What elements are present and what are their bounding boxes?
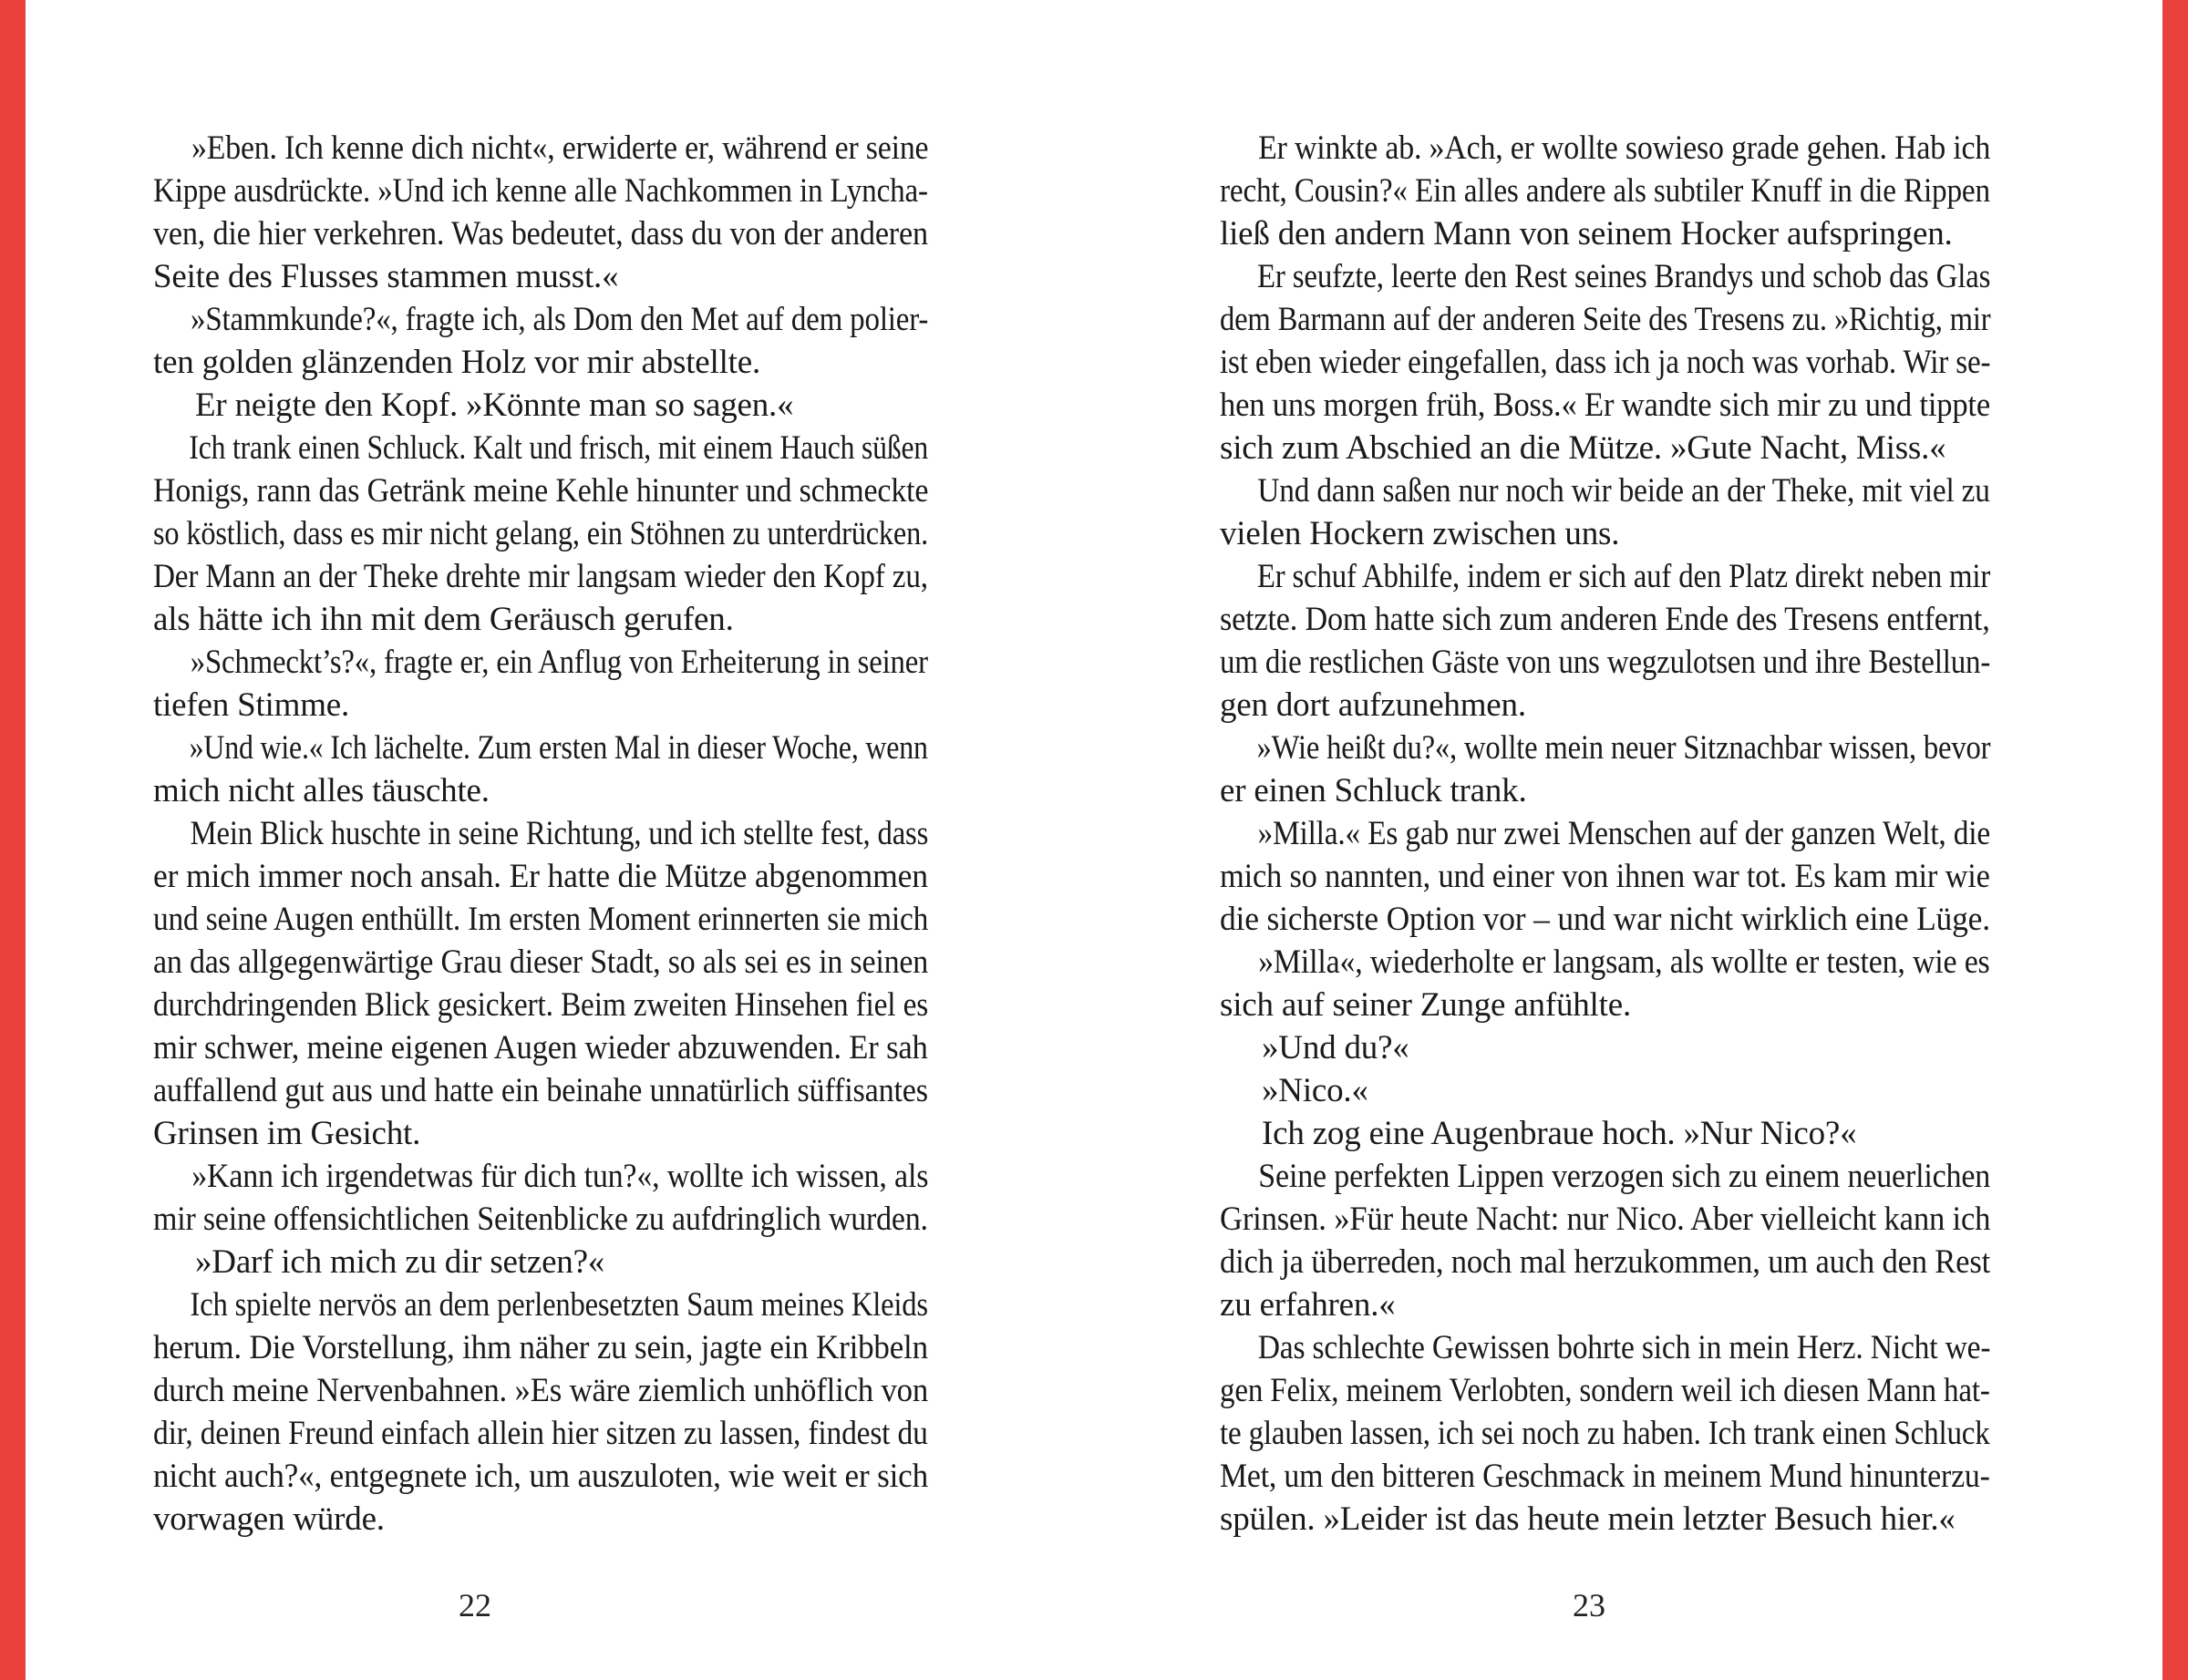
text-line: Grinsen im Gesicht. bbox=[153, 1115, 421, 1152]
text-line: Er winkte ab. »Ach, er wollte sowieso grade gehen. Hab ich bbox=[1258, 129, 1991, 167]
text-line: »Milla«, wiederholte er langsam, als wollte er testen, wie es bbox=[1258, 943, 1990, 981]
text-line: Seite des Flusses stammen musst.« bbox=[153, 258, 619, 295]
text-line: Ich trank einen Schluck. Kalt und frisch, mit einem Hauch süßen bbox=[189, 429, 929, 467]
text-line: vielen Hockern zwischen uns. bbox=[1220, 515, 1620, 552]
text-line: dir, deinen Freund einfach allein hier sitzen zu lassen, findest du bbox=[153, 1415, 928, 1452]
text-line: dem Barmann auf der anderen Seite des Tresens zu. »Richtig, mir bbox=[1220, 301, 1991, 338]
text-line: sich auf seiner Zunge anfühlte. bbox=[1220, 986, 1631, 1024]
text-line: und seine Augen enthüllt. Im ersten Moment erinnerten sie mich bbox=[153, 901, 929, 938]
text-line: sich zum Abschied an die Mütze. »Gute Nacht, Miss.« bbox=[1220, 429, 1946, 467]
text-line: Der Mann an der Theke drehte mir langsam wieder den Kopf zu, bbox=[153, 558, 928, 595]
text-line: »Kann ich irgendetwas für dich tun?«, wollte ich wissen, als bbox=[191, 1158, 929, 1195]
text-line: Ich spielte nervös an dem perlenbesetzten Saum meines Kleids bbox=[190, 1286, 928, 1324]
text-line: »Wie heißt du?«, wollte mein neuer Sitznachbar wissen, bevor bbox=[1256, 729, 1991, 767]
text-line: mir schwer, meine eigenen Augen wieder abzuwenden. Er sah bbox=[153, 1029, 928, 1067]
text-line: Er neigte den Kopf. »Könnte man so sagen.« bbox=[195, 387, 794, 424]
text-line: Ich zog eine Augenbraue hoch. »Nur Nico?« bbox=[1262, 1115, 1857, 1152]
text-line: setzte. Dom hatte sich zum anderen Ende des Tresens entfernt, bbox=[1220, 601, 1990, 638]
text-line: te glauben lassen, ich sei noch zu haben. Ich trank einen Schluck bbox=[1220, 1415, 1990, 1452]
text-line: vorwagen würde. bbox=[153, 1500, 385, 1538]
right-page-number: 23 bbox=[1573, 1587, 1605, 1623]
text-line: ließ den andern Mann von seinem Hocker aufspringen. bbox=[1220, 215, 1953, 253]
text-line: »Eben. Ich kenne dich nicht«, erwiderte er, während er seine bbox=[191, 129, 929, 167]
text-line: Seine perfekten Lippen verzogen sich zu einem neuerlichen bbox=[1258, 1158, 1991, 1195]
text-line: »Nico.« bbox=[1262, 1072, 1368, 1109]
text-line: mir seine offensichtlichen Seitenblicke zu aufdringlich wurden. bbox=[153, 1201, 928, 1238]
text-line: gen Felix, meinem Verlobten, sondern weil ich diesen Mann hat- bbox=[1220, 1372, 1990, 1409]
text-line: Und dann saßen nur noch wir beide an der Theke, mit viel zu bbox=[1257, 472, 1990, 510]
text-line: »Und wie.« Ich lächelte. Zum ersten Mal in dieser Woche, wenn bbox=[189, 729, 928, 767]
text-line: hen uns morgen früh, Boss.« Er wandte sich mir zu und tippte bbox=[1220, 387, 1990, 424]
text-line: durch meine Nervenbahnen. »Es wäre ziemlich unhöflich von bbox=[153, 1372, 929, 1409]
text-line: Honigs, rann das Getränk meine Kehle hinunter und schmeckte bbox=[153, 472, 929, 510]
right-page-text-block bbox=[1220, 127, 1990, 1541]
left-page-text-block bbox=[153, 127, 928, 1541]
text-line: die sicherste Option vor – und war nicht wirklich eine Lüge. bbox=[1220, 901, 1990, 938]
text-line: tiefen Stimme. bbox=[153, 686, 350, 724]
text-line: recht, Cousin?« Ein alles andere als subtiler Knuff in die Rippen bbox=[1220, 172, 1990, 210]
text-line: mich nicht alles täuschte. bbox=[153, 772, 490, 809]
text-line: er mich immer noch ansah. Er hatte die Mütze abgenommen bbox=[153, 858, 928, 895]
text-line: nicht auch?«, entgegnete ich, um auszuloten, wie weit er sich bbox=[153, 1458, 928, 1495]
text-line: Er seufzte, leerte den Rest seines Brandys und schob das Glas bbox=[1256, 258, 1991, 295]
text-line: Er schuf Abhilfe, indem er sich auf den Platz direkt neben mir bbox=[1256, 558, 1991, 595]
text-line: »Und du?« bbox=[1262, 1029, 1409, 1067]
text-line: Mein Blick huschte in seine Richtung, und ich stellte fest, dass bbox=[190, 815, 929, 852]
text-line: Das schlechte Gewissen bohrte sich in mein Herz. Nicht we- bbox=[1257, 1329, 1991, 1366]
text-line: als hätte ich ihn mit dem Geräusch gerufen. bbox=[153, 601, 734, 638]
page-edge-left bbox=[0, 0, 26, 1680]
text-line: Grinsen. »Für heute Nacht: nur Nico. Aber vielleicht kann ich bbox=[1220, 1201, 1991, 1238]
text-line: zu erfahren.« bbox=[1220, 1286, 1396, 1324]
text-line: dich ja überreden, noch mal herzukommen, um auch den Rest bbox=[1220, 1243, 1991, 1281]
text-line: spülen. »Leider ist das heute mein letzter Besuch hier.« bbox=[1220, 1500, 1956, 1538]
text-line: ven, die hier verkehren. Was bedeutet, dass du von der anderen bbox=[153, 215, 928, 253]
text-line: mich so nannten, und einer von ihnen war tot. Es kam mir wie bbox=[1220, 858, 1990, 895]
text-line: »Darf ich mich zu dir setzen?« bbox=[195, 1243, 605, 1281]
page-edge-right bbox=[2162, 0, 2188, 1680]
text-line: Kippe ausdrückte. »Und ich kenne alle Nachkommen in Lyncha- bbox=[153, 172, 928, 210]
text-line: Met, um den bitteren Geschmack in meinem Mund hinunterzu- bbox=[1220, 1458, 1990, 1495]
text-line: so köstlich, dass es mir nicht gelang, ein Stöhnen zu unterdrücken. bbox=[153, 515, 929, 552]
text-line: ten golden glänzenden Holz vor mir abstellte. bbox=[153, 344, 761, 381]
text-line: »Milla.« Es gab nur zwei Menschen auf der ganzen Welt, die bbox=[1257, 815, 1990, 852]
text-line: an das allgegenwärtige Grau dieser Stadt, so als sei es in seinen bbox=[153, 943, 929, 981]
text-line: ist eben wieder eingefallen, dass ich ja noch was vorhab. Wir se- bbox=[1220, 344, 1991, 381]
text-line: gen dort aufzunehmen. bbox=[1220, 686, 1526, 724]
text-line: um die restlichen Gäste von uns wegzulotsen und ihre Bestellun- bbox=[1220, 644, 1991, 681]
text-line: durchdringenden Blick gesickert. Beim zweiten Hinsehen fiel es bbox=[153, 986, 929, 1024]
text-line: »Stammkunde?«, fragte ich, als Dom den Met auf dem polier- bbox=[191, 301, 929, 338]
left-page-number: 22 bbox=[459, 1587, 491, 1623]
text-line: »Schmeckt’s?«, fragte er, ein Anflug von Erheiterung in seiner bbox=[190, 644, 928, 681]
text-line: er einen Schluck trank. bbox=[1220, 772, 1527, 809]
text-line: auffallend gut aus und hatte ein beinahe unnatürlich süffisantes bbox=[153, 1072, 928, 1109]
text-line: herum. Die Vorstellung, ihm näher zu sein, jagte ein Kribbeln bbox=[153, 1329, 928, 1366]
